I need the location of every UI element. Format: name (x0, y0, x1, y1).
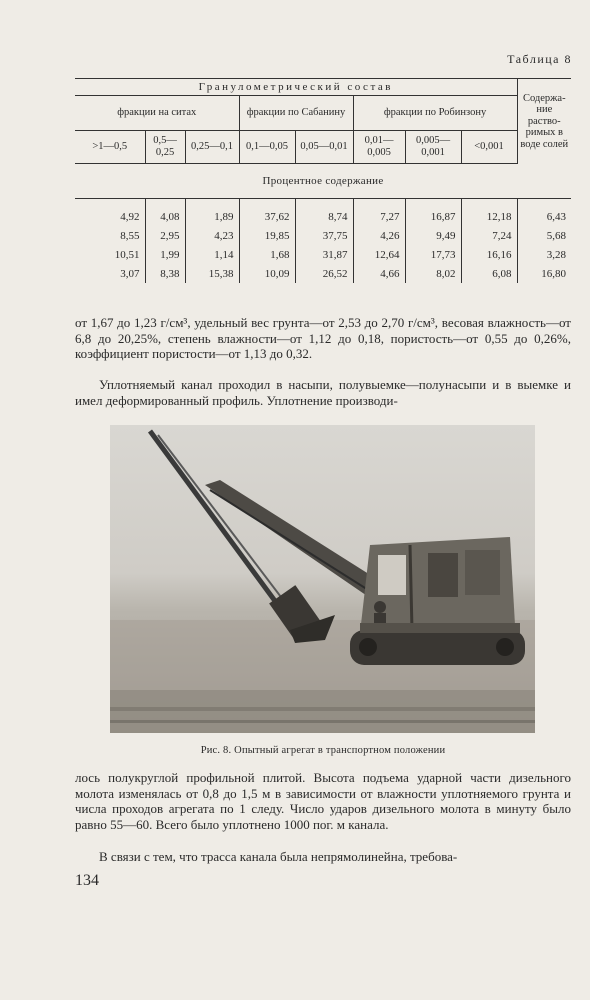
table-cell: 1,14 (185, 245, 239, 264)
size-header: 0,005—0,001 (405, 131, 461, 164)
table-cell: 4,23 (185, 226, 239, 245)
soluble-salts-header: Содержа-ние раство-римых в воде солей (517, 79, 571, 164)
table-row (75, 226, 571, 245)
page-number: 134 (75, 872, 99, 889)
table-label: Таблица 8 (507, 52, 572, 66)
table-cell: 37,75 (295, 226, 353, 245)
paragraph-canal-profile: Уплотняемый канал проходил в насыпи, полувыемке—полунасыпи и в выемке и имел деформированный профиль. Уплотнение производи- (75, 377, 571, 408)
subheader-sieves: фракции на ситах (75, 96, 239, 131)
table-cell: 1,99 (145, 245, 185, 264)
table-cell: 3,07 (120, 267, 140, 280)
table-cell: 12,64 (353, 245, 405, 264)
table-row (75, 199, 571, 227)
table-cell: 17,73 (405, 245, 461, 264)
size-header: 0,1—0,05 (239, 131, 295, 164)
paragraph-compaction: лось полукруглой профильной плитой. Высота подъема ударной части дизельного молота изменялась от 0,8 до 1,5 м в зависимости от влажности уплотняемого грунта и числа проходов агрегата по 1 следу. Число ударов дизельного молота в минуту было равно 55—60. Всего было уплотнено 1000 пог. м канала. (75, 770, 571, 832)
subheader-sabanin: фракции по Сабанину (239, 96, 353, 131)
table-cell: 16,87 (405, 199, 461, 227)
table-cell: 7,24 (461, 226, 517, 245)
table-cell: 9,49 (405, 226, 461, 245)
table-cell: 4,66 (353, 264, 405, 283)
table-cell: 10,51 (114, 248, 140, 261)
table-cell: 6,08 (461, 264, 517, 283)
table-cell: 19,85 (239, 226, 295, 245)
table-cell: 26,52 (295, 264, 353, 283)
table-cell: 1,68 (239, 245, 295, 264)
figure-caption: Рис. 8. Опытный агрегат в транспортном положении (200, 745, 446, 756)
size-header: 0,05—0,01 (295, 131, 353, 164)
table-cell: 1,89 (185, 199, 239, 227)
table-cell: 8,55 (120, 229, 140, 242)
percent-caption: Процентное содержание (75, 164, 571, 199)
table-cell: 8,02 (405, 264, 461, 283)
table-row (75, 245, 571, 264)
table-cell: 7,27 (353, 199, 405, 227)
table-cell: 15,38 (185, 264, 239, 283)
group-header: Гранулометрический состав (75, 79, 517, 96)
table-cell: 3,28 (517, 245, 571, 264)
subheader-robinson: фракции по Робинзону (353, 96, 517, 131)
table-cell: 4,26 (353, 226, 405, 245)
size-header: <0,001 (461, 131, 517, 164)
size-header: 0,01—0,005 (353, 131, 405, 164)
table-cell: 8,38 (145, 264, 185, 283)
table-cell: 16,80 (517, 264, 571, 283)
table-cell: 12,18 (461, 199, 517, 227)
table-cell: 4,92 (120, 210, 140, 223)
excavator-illustration (110, 425, 535, 733)
table-cell: 10,09 (239, 264, 295, 283)
table-cell: 4,08 (145, 199, 185, 227)
size-header: 0,5—0,25 (145, 131, 185, 164)
table-cell: 8,74 (295, 199, 353, 227)
table-cell: 37,62 (239, 199, 295, 227)
size-header: 0,25—0,1 (185, 131, 239, 164)
granulometric-table (75, 78, 571, 283)
table-cell: 16,16 (461, 245, 517, 264)
table-row (75, 264, 571, 283)
table-cell: 5,68 (517, 226, 571, 245)
paragraph-route: В связи с тем, что трасса канала была непрямолинейна, требова- (99, 849, 458, 864)
table-cell: 2,95 (145, 226, 185, 245)
table-cell: 31,87 (295, 245, 353, 264)
size-header: >1—0,5 (75, 131, 145, 164)
excavator-photo (110, 425, 535, 733)
paragraph-soil-properties: от 1,67 до 1,23 г/см³, удельный вес грунта—от 2,53 до 2,70 г/см³, весовая влажность—от 6,8 до 20,25%, степень влажности—от 1,12 до 0,18, пористость—от 0,55 до 0,26%, коэффициент пористости—от 1,13 до 0,32. (75, 315, 571, 361)
table-cell: 6,43 (517, 199, 571, 227)
